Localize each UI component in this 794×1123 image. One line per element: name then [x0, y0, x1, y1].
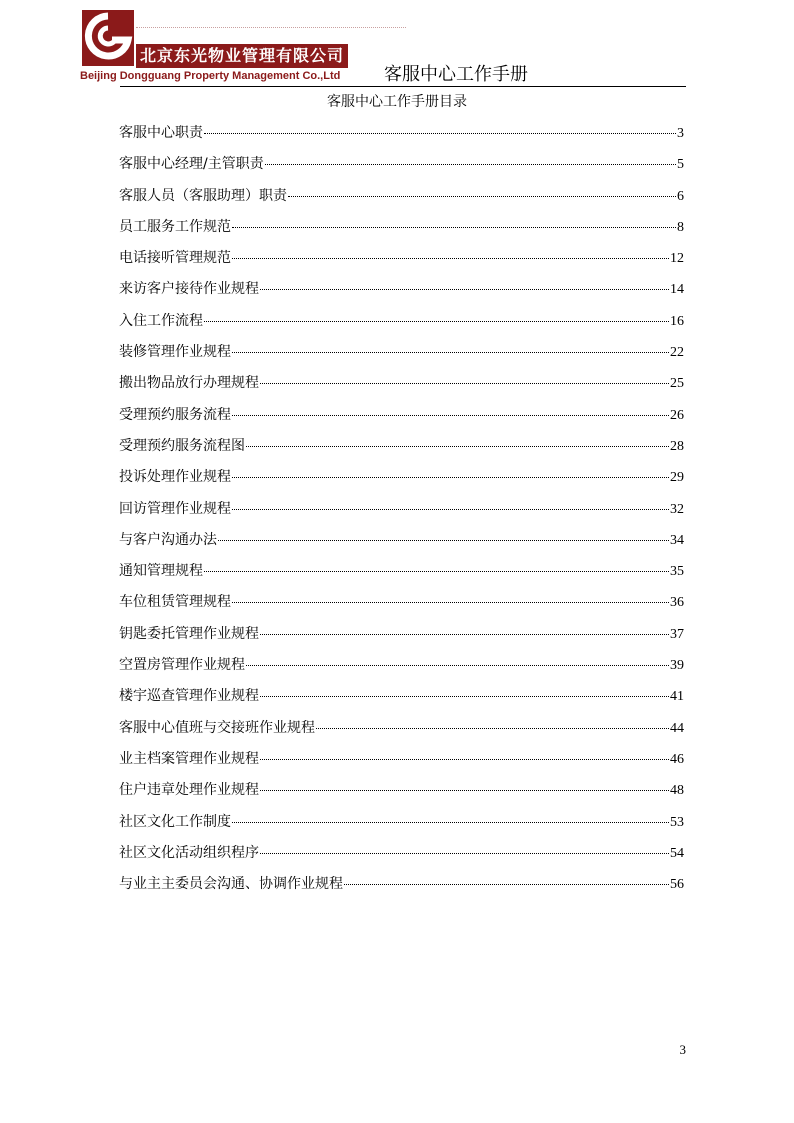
toc-dot-leader — [204, 133, 676, 134]
toc-dot-leader — [232, 227, 676, 228]
toc-entry-title: 业主档案管理作业规程 — [119, 750, 259, 767]
toc-dot-leader — [232, 415, 669, 416]
toc-dot-leader — [232, 822, 669, 823]
toc-entry[interactable] — [119, 591, 684, 622]
toc-entry-title: 住户违章处理作业规程 — [119, 782, 259, 799]
toc-entry[interactable] — [119, 341, 684, 372]
toc-entry-title: 受理预约服务流程 — [119, 406, 231, 423]
toc-entry[interactable] — [119, 842, 684, 873]
toc-entry-title: 空置房管理作业规程 — [119, 657, 245, 674]
toc-entry[interactable] — [119, 466, 684, 497]
header-divider — [120, 86, 686, 87]
toc-entry-page: 56 — [670, 877, 684, 893]
toc-entry-page: 48 — [670, 783, 684, 799]
toc-entry-page: 28 — [670, 438, 684, 454]
toc-entry[interactable] — [119, 153, 684, 184]
toc-entry[interactable] — [119, 247, 684, 278]
toc-entry-title: 客服中心经理/主管职责 — [119, 156, 264, 173]
toc-dot-leader — [265, 164, 676, 165]
toc-entry[interactable] — [119, 560, 684, 591]
toc-entry-page: 53 — [670, 814, 684, 830]
toc-entry-title: 钥匙委托管理作业规程 — [119, 625, 259, 642]
toc-entry-title: 楼宇巡查管理作业规程 — [119, 688, 259, 705]
toc-entry[interactable] — [119, 185, 684, 216]
toc-entry[interactable] — [119, 310, 684, 341]
toc-dot-leader — [260, 790, 669, 791]
toc-entry[interactable] — [119, 498, 684, 529]
toc-dot-leader — [232, 352, 669, 353]
toc-entry-title: 装修管理作业规程 — [119, 344, 231, 361]
toc-entry[interactable] — [119, 435, 684, 466]
toc-dot-leader — [246, 446, 669, 447]
toc-entry-page: 25 — [670, 376, 684, 392]
toc-entry-title: 搬出物品放行办理规程 — [119, 375, 259, 392]
toc-dot-leader — [260, 289, 669, 290]
toc-entry-title: 电话接听管理规范 — [119, 250, 231, 267]
toc-dot-leader — [204, 321, 669, 322]
toc-entry-title: 投诉处理作业规程 — [119, 469, 231, 486]
toc-entry-page: 3 — [677, 126, 684, 141]
toc-dot-leader — [232, 258, 669, 259]
toc-entry-page: 35 — [670, 564, 684, 580]
toc-entry-title: 客服中心职责 — [119, 125, 203, 141]
toc-entry-page: 22 — [670, 345, 684, 361]
toc-entry-page: 37 — [670, 626, 684, 642]
toc-entry-title: 社区文化工作制度 — [119, 813, 231, 830]
toc-dot-leader — [246, 665, 669, 666]
toc-dot-leader — [232, 509, 669, 510]
toc-entry-page: 44 — [670, 720, 684, 736]
toc-dot-leader — [288, 196, 676, 197]
toc-entry[interactable] — [119, 873, 684, 904]
toc-entry-title: 来访客户接待作业规程 — [119, 281, 259, 298]
toc-entry-title: 社区文化活动组织程序 — [119, 844, 259, 861]
toc-entry-page: 39 — [670, 658, 684, 674]
toc-entry[interactable] — [119, 623, 684, 654]
toc-entry[interactable] — [119, 717, 684, 748]
toc-entry-page: 6 — [677, 188, 684, 204]
toc-dot-leader — [260, 696, 669, 697]
toc-entry-page: 14 — [670, 282, 684, 298]
header-dotted-line — [136, 27, 406, 28]
toc-entry-title: 与业主主委员会沟通、协调作业规程 — [119, 876, 343, 893]
toc-heading: 客服中心工作手册目录 — [327, 94, 467, 110]
toc-entry[interactable] — [119, 654, 684, 685]
toc-dot-leader — [260, 759, 669, 760]
company-name-en: Beijing Dongguang Property Management Co.,Ltd — [80, 70, 341, 82]
document-title: 客服中心工作手册 — [384, 64, 528, 85]
page-number: 3 — [679, 1042, 686, 1057]
toc-entry-title: 回访管理作业规程 — [119, 500, 231, 517]
toc-entry-title: 受理预约服务流程图 — [119, 437, 245, 454]
toc-entry[interactable] — [119, 404, 684, 435]
toc-entry[interactable] — [119, 685, 684, 716]
toc-entry[interactable] — [119, 811, 684, 842]
toc-entry[interactable] — [119, 216, 684, 247]
toc-entry-page: 36 — [670, 595, 684, 611]
toc-entry-title: 客服中心值班与交接班作业规程 — [119, 719, 315, 736]
toc-entry-page: 34 — [670, 532, 684, 548]
toc-entry-page: 26 — [670, 407, 684, 423]
toc-entry-page: 5 — [677, 157, 684, 173]
company-name-cn: 北京东光物业管理有限公司 — [136, 44, 348, 68]
toc-dot-leader — [260, 383, 669, 384]
toc-dot-leader — [316, 728, 669, 729]
toc-entry[interactable] — [119, 779, 684, 810]
toc-dot-leader — [344, 884, 669, 885]
toc-entry-page: 46 — [670, 751, 684, 767]
toc-entry-title: 与客户沟通办法 — [119, 531, 217, 548]
toc-dot-leader — [260, 853, 669, 854]
toc-entry-title: 客服人员（客服助理）职责 — [119, 187, 287, 204]
toc-dot-leader — [232, 477, 669, 478]
toc-dot-leader — [204, 571, 669, 572]
toc-dot-leader — [232, 602, 669, 603]
toc-entry-page: 16 — [670, 313, 684, 329]
toc-entry-title: 车位租赁管理规程 — [119, 594, 231, 611]
toc-entry[interactable] — [119, 278, 684, 309]
toc-entry-page: 41 — [670, 689, 684, 705]
toc-entry-page: 8 — [677, 219, 684, 235]
toc-entry[interactable] — [119, 372, 684, 403]
toc-entry-page: 29 — [670, 470, 684, 486]
toc-entry[interactable] — [119, 122, 684, 153]
toc-dot-leader — [218, 540, 669, 541]
toc-entry-page: 32 — [670, 501, 684, 517]
company-logo-icon — [82, 10, 134, 66]
toc-entry[interactable] — [119, 529, 684, 560]
toc-entry-title: 通知管理规程 — [119, 563, 203, 580]
page-header — [80, 8, 686, 88]
toc-dot-leader — [260, 634, 669, 635]
toc-entry-page: 12 — [670, 251, 684, 267]
toc-entry-page: 54 — [670, 845, 684, 861]
toc-entry-title: 入住工作流程 — [119, 312, 203, 329]
table-of-contents — [119, 122, 684, 904]
toc-entry-title: 员工服务工作规范 — [119, 218, 231, 235]
toc-entry[interactable] — [119, 748, 684, 779]
